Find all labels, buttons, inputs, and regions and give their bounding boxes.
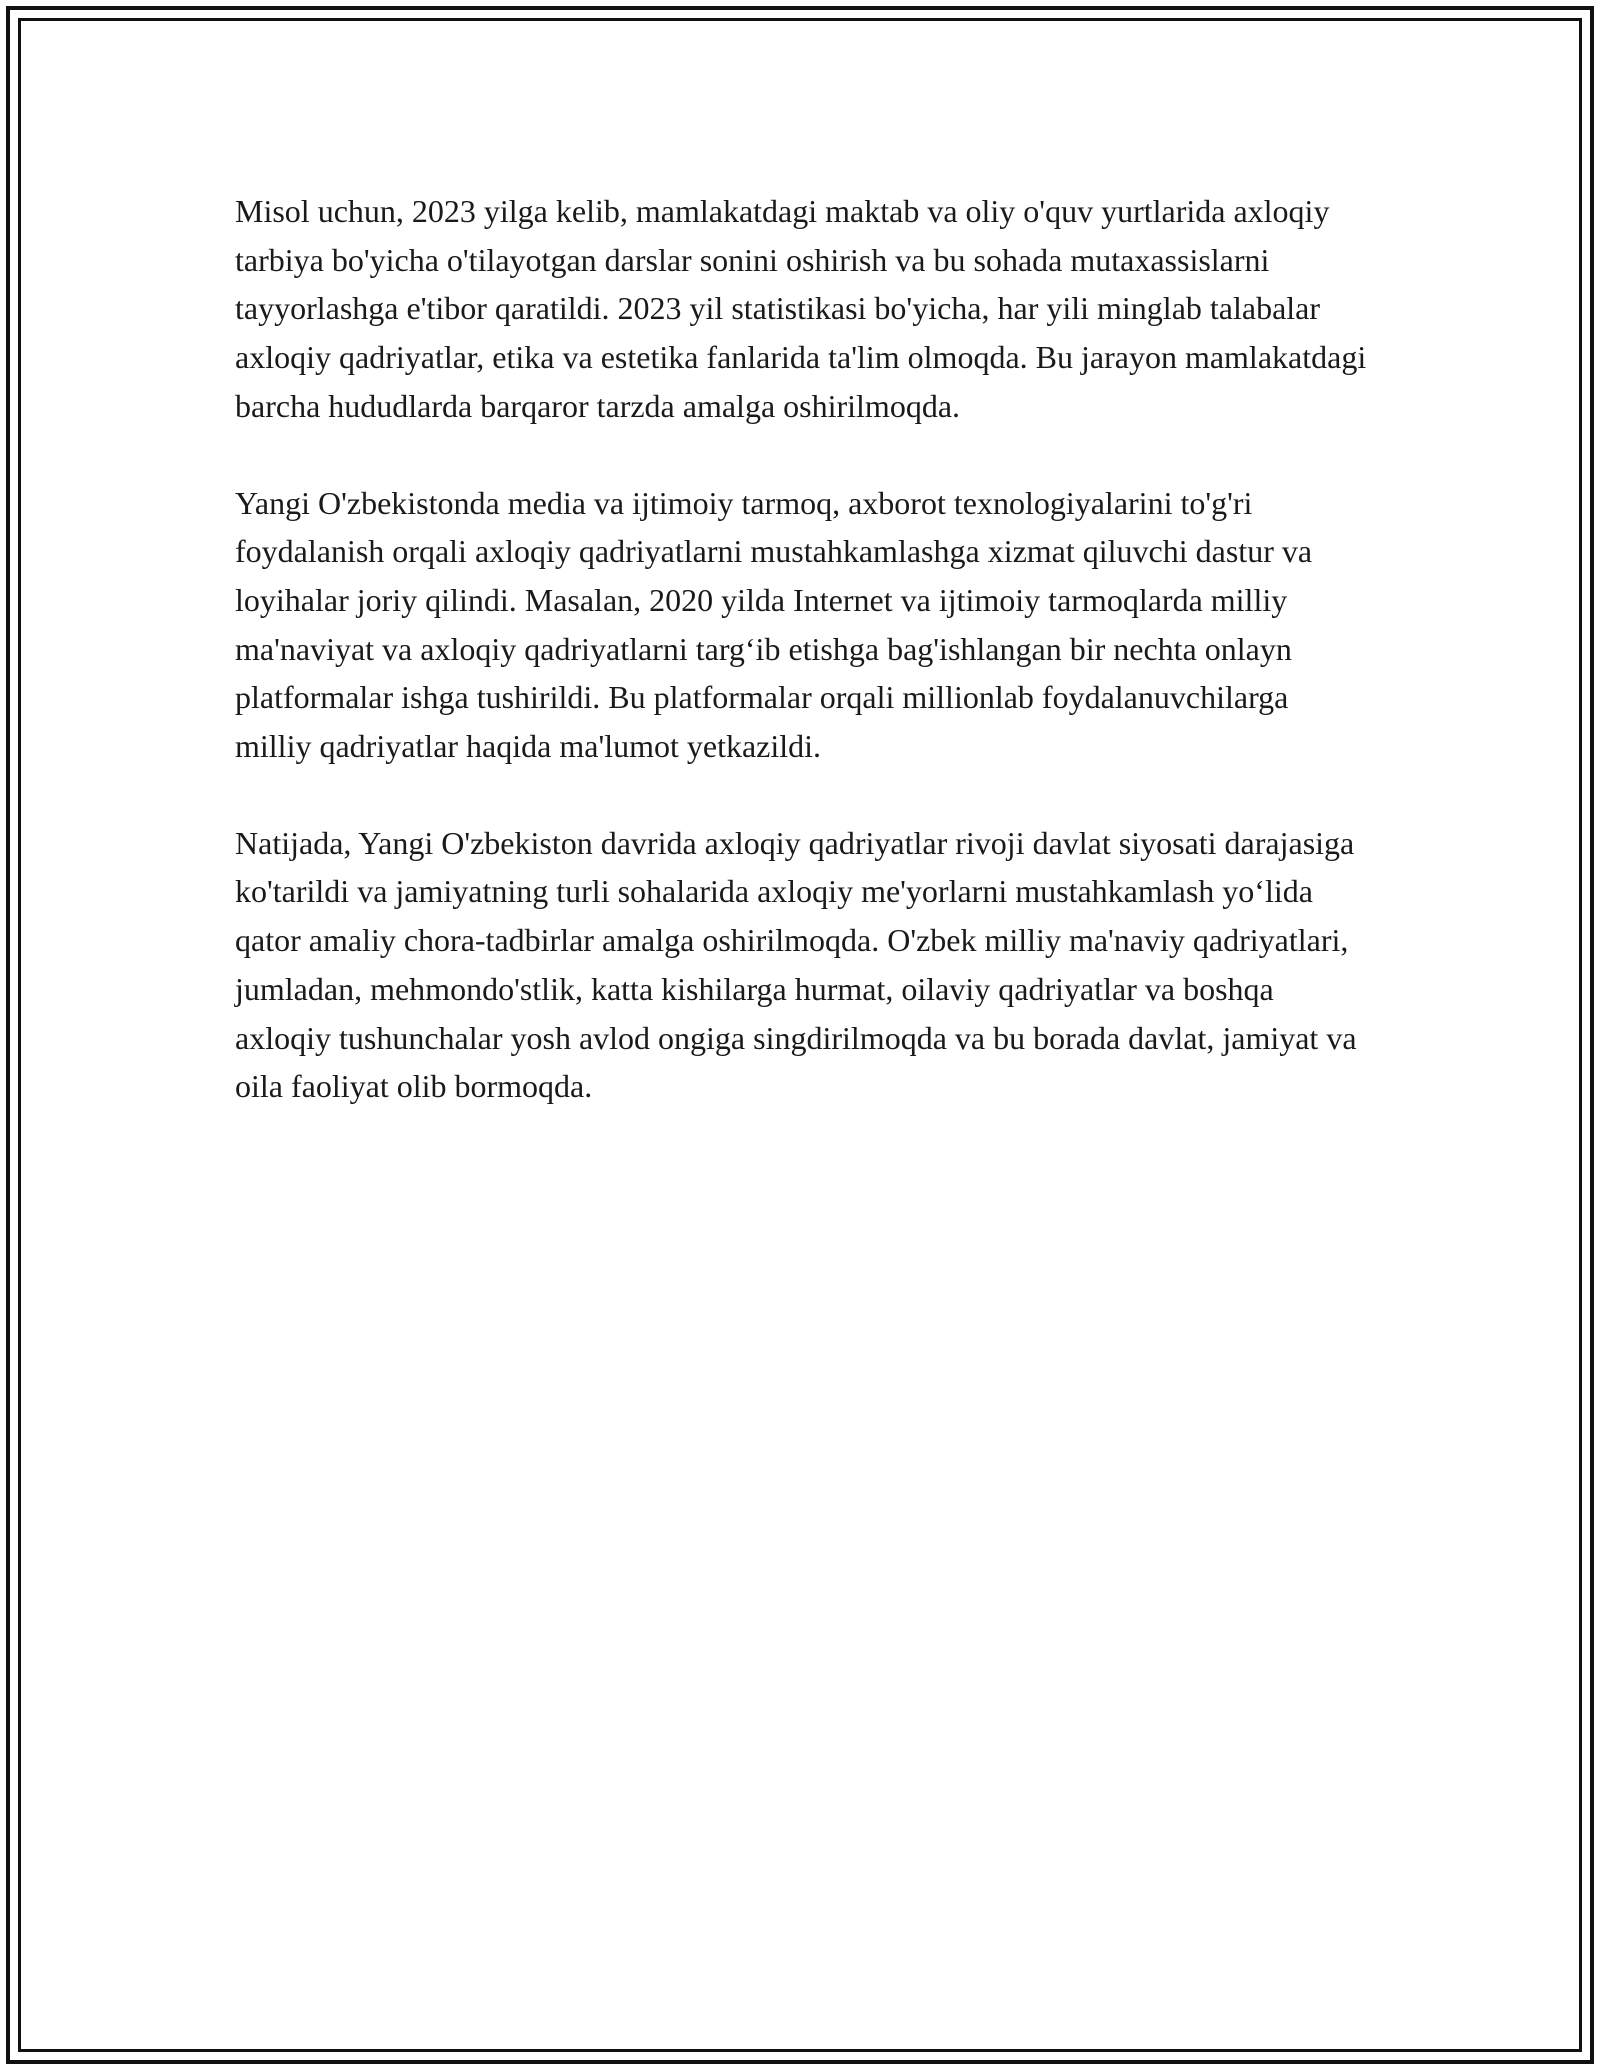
paragraph-2: Yangi O'zbekistonda media va ijtimoiy tarmoq, axborot texnologiyalarini to'g'ri foydalanish orqali axloqiy qadriyatlarni mustahkamlashga xizmat qiluvchi dastur va loyihalar joriy qilindi. Masalan, 2020 yilda Internet va ijtimoiy tarmoqlarda milliy ma'naviyat va axloqiy qadriyatlarni targ‘ib etishga bag'ishlangan bir nechta onlayn platformalar ishga tushirildi. Bu platformalar orqali millionlab foydalanuvchilarga milliy qadriyatlar haqida ma'lumot yetkazildi. bbox=[235, 484, 1313, 765]
document-body bbox=[235, 187, 1370, 1159]
paragraph-3: Natijada, Yangi O'zbekiston davrida axloqiy qadriyatlar rivoji davlat siyosati darajasiga ko'tarildi va jamiyatning turli sohalarida axloqiy me'yorlarni mustahkamlash yo‘lida qator amaliy chora-tadbirlar amalga oshirilmoqda. O'zbek milliy ma'naviy qadriyatlari, jumladan, mehmondo'stlik, katta kishilarga hurmat, oilaviy qadriyatlar va boshqa axloqiy tushunchalar yosh avlod ongiga singdirilmoqda va bu borada davlat, jamiyat va oila faoliyat olib bormoqda. bbox=[235, 824, 1357, 1105]
paragraph-1: Misol uchun, 2023 yilga kelib, mamlakatdagi maktab va oliy o'quv yurtlarida axloqiy tarbiya bo'yicha o'tilayotgan darslar sonini oshirish va bu sohada mutaxassislarni tayyorlashga e'tibor qaratildi. 2023 yil statistikasi bo'yicha, har yili minglab talabalar axloqiy qadriyatlar, etika va estetika fanlarida ta'lim olmoqda. Bu jarayon mamlakatdagi barcha hududlarda barqaror tarzda amalga oshirilmoqda. bbox=[235, 193, 1367, 424]
